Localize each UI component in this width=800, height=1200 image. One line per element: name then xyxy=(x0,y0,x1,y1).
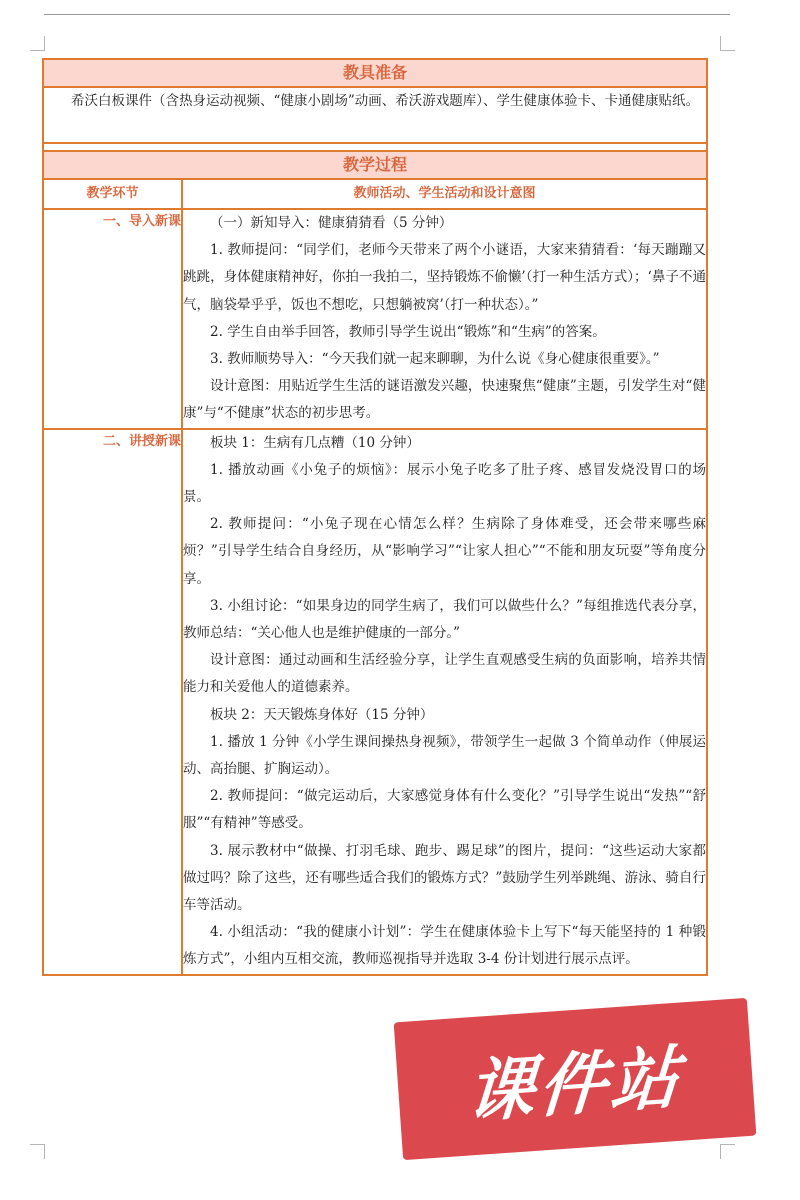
paragraph: 3. 小组讨论：“如果身边的同学生病了，我们可以做些什么？”每组推选代表分享，教师总结：“关心他人也是维护健康的一部分。” xyxy=(183,597,706,642)
paragraph: 2. 教师提问：“小兔子现在心情怎么样？生病除了身体难受，还会带来哪些麻烦？”引导学生结合自身经历，从“影响学习”“让家人担心”“不能和朋友玩耍”等角度分享。 xyxy=(183,516,706,587)
column-header-activities: 教师活动、学生活动和设计意图 xyxy=(182,179,707,209)
crop-mark-bottom-left xyxy=(30,1144,45,1159)
watermark-stamp xyxy=(394,998,757,1160)
paragraph: 1. 播放动画《小兔子的烦恼》：展示小兔子吃多了肚子疼、感冒发烧没胃口的场景。 xyxy=(183,461,706,506)
lesson-plan-table xyxy=(42,58,708,976)
crop-mark-bottom-right xyxy=(720,1144,735,1159)
paragraph: 3. 展示教材中“做操、打羽毛球、跑步、踢足球”的图片，提问：“这些运动大家都做过吗？除了这些，还有哪些适合我们的锻炼方式？”鼓励学生列举跳绳、游泳、骑自行车等活动。 xyxy=(183,842,706,914)
lesson-plan-document xyxy=(42,58,708,976)
stage-label-new-lesson: 二、讲授新课 xyxy=(43,429,182,975)
paragraph: 3. 教师顺势导入：“今天我们就一起来聊聊，为什么说《身心健康很重要》。” xyxy=(210,351,660,368)
watermark-text: 课件站 xyxy=(464,1037,686,1133)
paragraph: 设计意图：通过动画和生活经验分享，让学生直观感受生病的负面影响，培养共情能力和关爱他人的道德素养。 xyxy=(183,652,706,696)
crop-mark-top-right xyxy=(720,36,735,51)
table-row-intro xyxy=(43,209,707,429)
paragraph: 板块 2：天天锻炼身体好（15 分钟） xyxy=(210,706,434,723)
table-row-new-lesson xyxy=(43,429,707,975)
process-section-title: 教学过程 xyxy=(43,151,707,179)
page-top-rule xyxy=(44,14,730,15)
stage-content-new-lesson xyxy=(182,429,707,975)
crop-mark-top-left xyxy=(30,36,45,51)
section-spacer xyxy=(43,143,707,151)
paragraph: 2. 教师提问：“做完运动后，大家感觉身体有什么变化？”引导学生说出“发热”“舒服”“有精神”等感受。 xyxy=(183,788,706,832)
paragraph: （一）新知导入：健康猜猜看（5 分钟） xyxy=(210,215,453,231)
tools-section-body: 希沃白板课件（含热身运动视频、“健康小剧场”动画、希沃游戏题库）、学生健康体验卡、卡通健康贴纸。 xyxy=(43,87,707,143)
paragraph: 4. 小组活动：“我的健康小计划”：学生在健康体验卡上写下“每天能坚持的 1 种锻炼方式”，小组内互相交流，教师巡视指导并选取 3-4 份计划进行展示点评。 xyxy=(183,924,706,968)
paragraph: 板块 1：生病有几点糟（10 分钟） xyxy=(210,434,420,451)
paragraph: 设计意图：用贴近学生生活的谜语激发兴趣，快速聚焦“健康”主题，引发学生对“健康”与“不健康”状态的初步思考。 xyxy=(183,378,706,422)
paragraph: 1. 教师提问：“同学们，老师今天带来了两个小谜语，大家来猜猜看：‘每天蹦蹦又跳跳，身体健康精神好，你拍一我拍二，坚持锻炼不偷懒’（打一种生活方式）；‘鼻子不通气，脑袋晕乎乎，饭也不想吃，只想躺被窝’（打一种状态）。” xyxy=(183,242,706,313)
stage-label-intro: 一、导入新课 xyxy=(43,209,182,429)
paragraph: 1. 播放 1 分钟《小学生课间操热身视频》，带领学生一起做 3 个简单动作（伸展运动、高抬腿、扩胸运动）。 xyxy=(183,733,706,778)
stage-content-intro xyxy=(182,209,707,429)
paragraph: 2. 学生自由举手回答，教师引导学生说出“锻炼”和“生病”的答案。 xyxy=(210,323,606,340)
tools-section-title: 教具准备 xyxy=(43,59,707,87)
column-header-stage: 教学环节 xyxy=(43,179,182,209)
